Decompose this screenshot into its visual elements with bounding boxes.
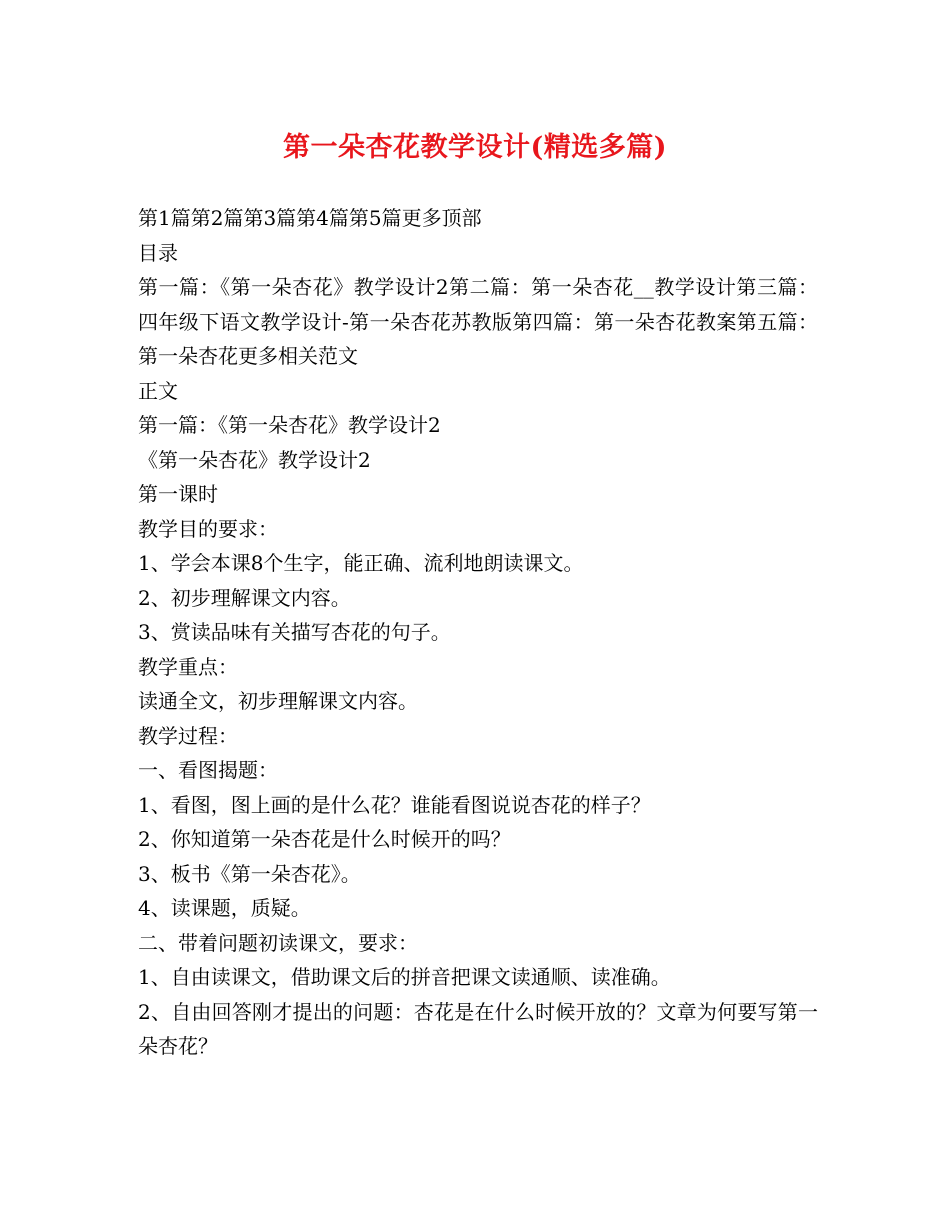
- toc-heading: 目录: [138, 240, 178, 265]
- text-line: 读通全文，初步理解课文内容。: [138, 689, 418, 713]
- document-title: 第一朵杏花教学设计(精选多篇): [282, 132, 668, 163]
- last-paragraph: 2、自由回答刚才提出的问题：杏花是在什么时候开放的？文章为何要写第一朵杏花？: [138, 999, 818, 1058]
- content-lines: [138, 408, 818, 995]
- text-line: 3、赏读品味有关描写杏花的句子。: [138, 620, 451, 644]
- text-line: 2、初步理解课文内容。: [138, 585, 351, 610]
- text-line: 3、板书《第一朵杏花》。: [138, 861, 361, 886]
- text-line: 4、读课题，质疑。: [138, 896, 311, 920]
- text-line: 1、自由读课文，借助课文后的拼音把课文读通顺、读准确。: [138, 965, 671, 989]
- body-heading: 正文: [138, 378, 178, 403]
- document-body: [138, 201, 818, 1064]
- text-line: 二、带着问题初读课文，要求：: [138, 930, 418, 955]
- text-line: 第一篇：《第一朵杏花》教学设计2: [138, 413, 441, 437]
- text-line: 一、看图揭题：: [138, 758, 278, 782]
- text-line: 教学重点：: [138, 654, 238, 679]
- text-line: 2、你知道第一朵杏花是什么时候开的吗？: [138, 827, 511, 851]
- text-line: 《第一朵杏花》教学设计2: [138, 447, 371, 472]
- toc-text: 第一篇：《第一朵杏花》教学设计2第二篇：第一朵杏花__教学设计第三篇：四年级下语文教学设计-第一朵杏花苏教版第四篇：第一朵杏花教案第五篇：第一朵杏花更多相关范文: [138, 275, 818, 368]
- text-line: 1、学会本课8个生字，能正确、流利地朗读课文。: [138, 551, 584, 575]
- nav-line: 第1篇第2篇第3篇第4篇第5篇更多顶部: [138, 206, 482, 230]
- text-line: 教学过程：: [138, 723, 238, 748]
- text-line: 教学目的要求：: [138, 516, 278, 541]
- text-line: 1、看图，图上画的是什么花？谁能看图说说杏花的样子？: [138, 792, 651, 817]
- text-line: 第一课时: [138, 482, 218, 506]
